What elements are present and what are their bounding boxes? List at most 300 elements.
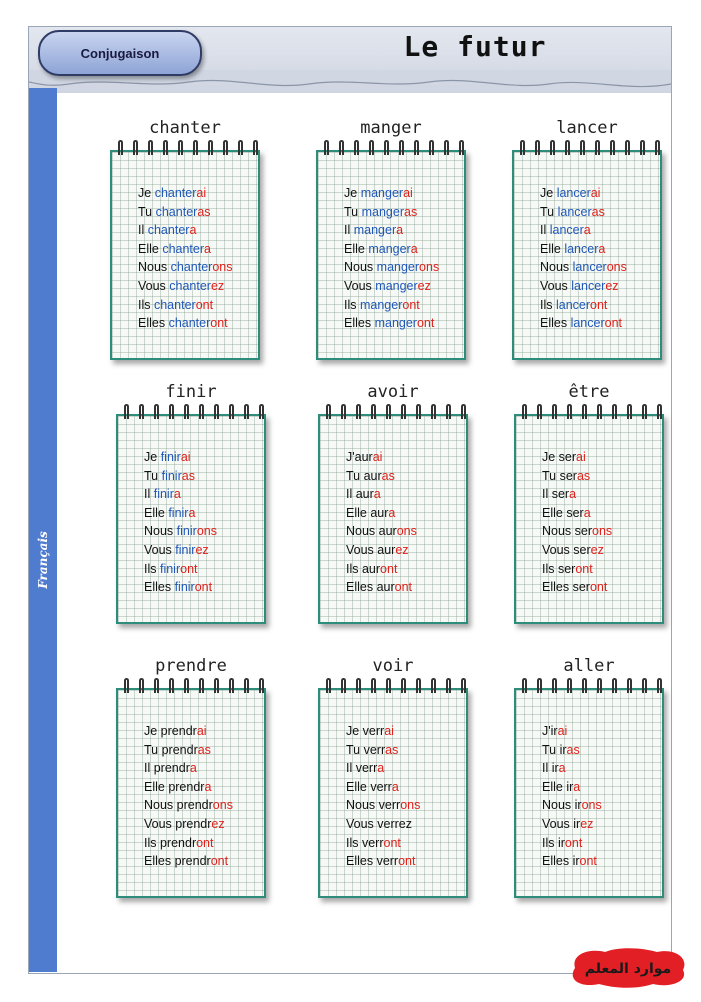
conjugation-line: [144, 560, 294, 579]
conjugation-line: [346, 722, 496, 741]
verb-ending: a: [573, 779, 581, 794]
conjugation-list: [346, 722, 496, 871]
verb-ending: ai: [180, 450, 191, 464]
conjugation-line: [540, 314, 690, 333]
spiral-ring-icon: [429, 140, 434, 155]
verb-card: [316, 118, 496, 368]
page-title: Le futur: [403, 30, 547, 63]
conjugation-line: [346, 852, 496, 871]
conjugation-line: [346, 796, 496, 815]
conjugation-list: [542, 448, 692, 597]
pronoun-text: Il ser: [542, 487, 570, 502]
conjugation-line: [542, 834, 692, 853]
verb-ending: a: [204, 241, 211, 256]
pronoun-text: Elles verr: [346, 854, 399, 869]
spiral-ring-icon: [208, 140, 213, 155]
pronoun-text: Ils ir: [542, 835, 565, 850]
spiral-ring-icon: [401, 404, 406, 419]
conjugation-line: [138, 240, 288, 259]
verb-ending: as: [591, 204, 605, 219]
spiral-ring-icon: [642, 404, 647, 419]
spiral-ring-icon: [199, 678, 204, 693]
verb-ending: a: [396, 223, 404, 238]
pronoun-text: Tu: [138, 204, 156, 219]
pronoun-text: Vous: [144, 542, 176, 557]
conjugation-line: [542, 759, 692, 778]
verb-heading: être: [568, 382, 610, 402]
spiral-ring-icon: [326, 404, 331, 419]
spiral-ring-icon: [386, 404, 391, 419]
spiral-ring-icon: [567, 678, 572, 693]
conjugation-line: [542, 722, 692, 741]
verb-ending: a: [558, 761, 566, 776]
verb-ending: ons: [592, 524, 613, 539]
conjugation-line: [346, 522, 496, 541]
conjugation-line: [540, 296, 690, 315]
spiral-ring-icon: [324, 140, 329, 155]
pronoun-text: Vous verrez: [346, 816, 413, 831]
conjugation-line: [346, 448, 496, 467]
verb-ending: ont: [589, 580, 608, 595]
conjugation-line: [540, 203, 690, 222]
spiral-ring-icon: [154, 678, 159, 693]
conjugation-line: [542, 485, 692, 504]
pronoun-text: Elle: [540, 241, 565, 256]
spiral-ring-icon: [612, 404, 617, 419]
verb-stem: lancer: [556, 186, 591, 200]
spiral-ring-icon: [522, 404, 527, 419]
pronoun-text: Ils: [344, 297, 360, 312]
spiral-ring-icon: [459, 140, 464, 155]
verb-ending: ez: [211, 816, 225, 831]
verb-ending: ai: [384, 724, 394, 738]
verb-card: [110, 118, 290, 368]
pronoun-text: Nous: [540, 260, 573, 275]
verb-card: [512, 118, 692, 368]
pronoun-text: Tu: [344, 204, 362, 219]
pronoun-text: Vous ir: [542, 816, 581, 831]
verb-ending: ons: [212, 260, 233, 275]
verb-stem: chanter: [170, 260, 213, 275]
verb-ending: ont: [575, 561, 593, 576]
spiral-ring-icon: [580, 140, 585, 155]
verb-stem: chanter: [169, 278, 211, 293]
pronoun-text: Elle ir: [542, 779, 574, 794]
verb-ending: a: [583, 505, 591, 520]
spiral-ring-icon: [431, 404, 436, 419]
conjugation-list: [346, 448, 496, 597]
spiral-ring-icon: [537, 678, 542, 693]
verb-ending: as: [197, 204, 211, 219]
verb-ending: as: [385, 742, 399, 757]
spiral-rings: [124, 404, 264, 424]
verb-ending: ez: [417, 278, 431, 293]
conjugation-line: [540, 221, 690, 240]
conjugation-list: [138, 184, 288, 333]
conjugation-line: [144, 522, 294, 541]
pronoun-text: Nous prendr: [144, 798, 213, 813]
spiral-ring-icon: [610, 140, 615, 155]
verb-ending: ont: [194, 580, 213, 595]
conjugation-line: [344, 203, 494, 222]
pronoun-text: Elle prendr: [144, 779, 205, 794]
pronoun-text: Nous: [344, 260, 377, 275]
conjugation-line: [344, 240, 494, 259]
spiral-ring-icon: [253, 140, 258, 155]
verb-stem: finir: [153, 487, 174, 502]
pronoun-text: Je: [540, 186, 557, 200]
conjugation-line: [542, 448, 692, 467]
conjugation-line: [144, 815, 294, 834]
spiral-ring-icon: [537, 404, 542, 419]
spiral-ring-icon: [655, 140, 660, 155]
verb-heading: prendre: [155, 656, 227, 676]
spiral-ring-icon: [461, 404, 466, 419]
pronoun-text: Vous: [344, 278, 376, 293]
spiral-ring-icon: [163, 140, 168, 155]
verb-ending: a: [173, 487, 181, 502]
verb-ending: as: [181, 468, 195, 483]
conjugation-line: [144, 852, 294, 871]
spiral-ring-icon: [354, 140, 359, 155]
verb-stem: lancer: [557, 204, 592, 219]
spiral-rings: [520, 140, 660, 160]
verb-stem: manger: [361, 204, 404, 219]
conjugation-line: [346, 815, 496, 834]
verb-ending: ai: [403, 186, 413, 200]
conjugation-line: [344, 258, 494, 277]
verb-ending: a: [569, 487, 577, 502]
spiral-ring-icon: [461, 678, 466, 693]
spiral-ring-icon: [259, 404, 264, 419]
conjugation-line: [144, 448, 294, 467]
pronoun-text: Il aur: [346, 487, 374, 502]
conjugation-line: [138, 277, 288, 296]
conjugation-line: [138, 184, 288, 203]
verb-heading: aller: [563, 656, 615, 676]
spiral-rings: [124, 678, 264, 698]
verb-stem: manger: [374, 316, 417, 331]
spiral-ring-icon: [124, 404, 129, 419]
spiral-ring-icon: [416, 404, 421, 419]
sidebar-label: Français: [36, 531, 50, 589]
conjugation-line: [144, 485, 294, 504]
pronoun-text: Elles aur: [346, 580, 395, 595]
pronoun-text: Elle: [138, 241, 163, 256]
verb-ending: ez: [395, 542, 409, 557]
verb-ending: ont: [380, 561, 398, 576]
pronoun-text: Ils aur: [346, 561, 381, 576]
conjugation-line: [542, 815, 692, 834]
spiral-ring-icon: [582, 678, 587, 693]
verb-stem: lancer: [570, 316, 605, 331]
spiral-ring-icon: [214, 404, 219, 419]
spiral-ring-icon: [595, 140, 600, 155]
verb-ending: a: [189, 223, 197, 238]
conjugation-line: [144, 541, 294, 560]
pronoun-text: Nous ser: [542, 524, 593, 539]
verb-heading: finir: [165, 382, 217, 402]
spiral-ring-icon: [565, 140, 570, 155]
pronoun-text: Je ser: [542, 450, 577, 464]
verb-stem: lancer: [549, 223, 584, 238]
pronoun-text: Elles ser: [542, 580, 590, 595]
spiral-rings: [522, 404, 662, 424]
verb-stem: finir: [174, 580, 195, 595]
spiral-ring-icon: [597, 678, 602, 693]
pronoun-text: Vous: [138, 278, 170, 293]
verb-stem: manger: [376, 260, 420, 275]
verb-stem: finir: [175, 542, 196, 557]
verb-card: [514, 382, 694, 632]
conjugation-line: [542, 778, 692, 797]
verb-ending: as: [197, 742, 211, 757]
verb-ending: ont: [402, 297, 420, 312]
verb-ending: ont: [210, 316, 228, 331]
conjugation-line: [344, 296, 494, 315]
verb-stem: finir: [161, 468, 182, 483]
spiral-ring-icon: [341, 678, 346, 693]
pronoun-text: Nous verr: [346, 798, 401, 813]
pronoun-text: Vous prendr: [144, 816, 212, 831]
pronoun-text: Elle aur: [346, 505, 389, 520]
verb-ending: as: [566, 742, 580, 757]
spiral-ring-icon: [414, 140, 419, 155]
conjugation-line: [542, 467, 692, 486]
conjugation-line: [542, 796, 692, 815]
spiral-ring-icon: [199, 404, 204, 419]
verb-card: [318, 656, 498, 906]
conjugation-line: [144, 467, 294, 486]
spiral-ring-icon: [522, 678, 527, 693]
conjugation-line: [346, 834, 496, 853]
pronoun-text: Nous ir: [542, 798, 582, 813]
verb-ending: a: [188, 505, 196, 520]
spiral-ring-icon: [384, 140, 389, 155]
spiral-ring-icon: [339, 140, 344, 155]
verb-ending: ons: [581, 798, 602, 813]
pronoun-text: Vous aur: [346, 542, 396, 557]
pronoun-text: Ils verr: [346, 835, 384, 850]
conjugation-line: [144, 759, 294, 778]
spiral-ring-icon: [356, 404, 361, 419]
pronoun-text: Il: [138, 223, 148, 238]
verb-ending: ont: [590, 297, 608, 312]
pronoun-text: Elles prendr: [144, 854, 211, 869]
verb-stem: manger: [359, 297, 403, 312]
pronoun-text: Je: [344, 186, 361, 200]
spiral-ring-icon: [612, 678, 617, 693]
verb-card: [116, 656, 296, 906]
spiral-ring-icon: [550, 140, 555, 155]
conjugation-line: [138, 258, 288, 277]
spiral-ring-icon: [214, 678, 219, 693]
conjugation-line: [346, 560, 496, 579]
verb-ending: ai: [196, 724, 207, 738]
conjugation-line: [344, 221, 494, 240]
conjugation-line: [542, 522, 692, 541]
verb-stem: chanter: [162, 241, 205, 256]
spiral-ring-icon: [229, 678, 234, 693]
pronoun-text: Il ir: [542, 761, 559, 776]
conjugation-line: [346, 578, 496, 597]
conjugation-line: [346, 778, 496, 797]
pronoun-text: Nous aur: [346, 524, 397, 539]
conjugaison-tag-button[interactable]: Conjugaison: [38, 30, 202, 76]
spiral-ring-icon: [597, 404, 602, 419]
pronoun-text: Tu prendr: [144, 742, 198, 757]
verb-ending: ai: [576, 450, 586, 464]
spiral-ring-icon: [431, 678, 436, 693]
pronoun-text: Tu aur: [346, 468, 382, 483]
verb-ending: ont: [564, 835, 583, 850]
verb-ending: ont: [180, 561, 198, 576]
verb-ending: ez: [195, 542, 209, 557]
spiral-ring-icon: [552, 678, 557, 693]
conjugation-line: [138, 296, 288, 315]
verb-stem: manger: [360, 186, 404, 200]
conjugation-line: [144, 504, 294, 523]
conjugation-line: [344, 314, 494, 333]
verb-ending: a: [583, 223, 591, 238]
conjugation-line: [346, 504, 496, 523]
verb-stem: chanter: [147, 223, 190, 238]
conjugation-line: [540, 240, 690, 259]
verb-ending: ont: [394, 580, 413, 595]
spiral-ring-icon: [118, 140, 123, 155]
conjugation-line: [138, 203, 288, 222]
pronoun-text: Nous: [144, 524, 177, 539]
pronoun-text: Il: [540, 223, 550, 238]
svg-text:موارد المعلم: موارد المعلم: [584, 961, 672, 977]
pronoun-text: Il: [144, 487, 154, 502]
conjugation-line: [138, 314, 288, 333]
verb-ending: a: [204, 779, 212, 794]
spiral-ring-icon: [444, 140, 449, 155]
spiral-ring-icon: [627, 404, 632, 419]
verb-ending: ont: [195, 297, 214, 312]
pronoun-text: Tu ir: [542, 742, 567, 757]
verb-card: [318, 382, 498, 632]
spiral-rings: [326, 404, 466, 424]
verb-ending: ons: [396, 524, 417, 539]
spiral-ring-icon: [657, 678, 662, 693]
spiral-ring-icon: [446, 404, 451, 419]
conjugation-line: [346, 541, 496, 560]
spiral-rings: [118, 140, 258, 160]
verb-ending: a: [598, 241, 606, 256]
spiral-ring-icon: [178, 140, 183, 155]
spiral-ring-icon: [640, 140, 645, 155]
conjugation-line: [542, 560, 692, 579]
conjugation-line: [542, 504, 692, 523]
conjugation-line: [144, 741, 294, 760]
pronoun-text: Elle verr: [346, 779, 392, 794]
spiral-ring-icon: [642, 678, 647, 693]
verb-stem: manger: [368, 241, 411, 256]
verb-ending: ont: [604, 316, 623, 331]
pronoun-text: Elles: [540, 316, 571, 331]
spiral-ring-icon: [446, 678, 451, 693]
spiral-ring-icon: [401, 678, 406, 693]
spiral-rings: [324, 140, 464, 160]
conjugation-list: [144, 448, 294, 597]
verb-card: [514, 656, 694, 906]
verb-heading: avoir: [367, 382, 419, 402]
pronoun-text: Je prendr: [144, 724, 197, 738]
verb-stem: chanter: [155, 204, 198, 219]
pronoun-text: Tu: [540, 204, 558, 219]
spiral-ring-icon: [124, 678, 129, 693]
spiral-ring-icon: [229, 404, 234, 419]
conjugation-line: [144, 778, 294, 797]
conjugation-line: [346, 485, 496, 504]
verb-card: [116, 382, 296, 632]
verb-ending: ons: [400, 798, 421, 813]
spiral-rings: [326, 678, 466, 698]
conjugation-line: [542, 741, 692, 760]
pronoun-text: J'aur: [346, 450, 373, 464]
pronoun-text: Elle: [344, 241, 369, 256]
conjugation-line: [540, 258, 690, 277]
spiral-ring-icon: [139, 678, 144, 693]
spiral-ring-icon: [259, 678, 264, 693]
verb-ending: ons: [419, 260, 440, 275]
spiral-ring-icon: [139, 404, 144, 419]
conjugation-line: [542, 541, 692, 560]
verb-ending: ai: [196, 186, 207, 200]
conjugation-line: [346, 741, 496, 760]
verb-ending: as: [576, 468, 591, 483]
pronoun-text: Il: [344, 223, 354, 238]
spiral-ring-icon: [356, 678, 361, 693]
verb-ending: ez: [580, 816, 594, 831]
verb-ending: ont: [383, 835, 401, 850]
spiral-ring-icon: [154, 404, 159, 419]
conjugation-line: [542, 852, 692, 871]
pronoun-text: Tu verr: [346, 742, 386, 757]
verb-ending: ez: [210, 278, 225, 293]
pronoun-text: Tu ser: [542, 468, 577, 483]
conjugation-line: [346, 759, 496, 778]
verb-stem: lancer: [564, 241, 599, 256]
verb-stem: chanter: [168, 316, 211, 331]
verb-ending: a: [189, 761, 197, 776]
conjugation-line: [344, 277, 494, 296]
verb-stem: finir: [168, 505, 189, 520]
pronoun-text: Ils prendr: [144, 835, 197, 850]
verb-stem: lancer: [571, 278, 606, 293]
verb-ending: a: [373, 487, 381, 502]
spiral-ring-icon: [552, 404, 557, 419]
pronoun-text: Je verr: [346, 724, 385, 738]
spiral-ring-icon: [369, 140, 374, 155]
conjugation-list: [542, 722, 692, 871]
conjugation-line: [144, 578, 294, 597]
verb-ending: as: [404, 204, 418, 219]
verb-ending: a: [388, 505, 396, 520]
verb-ending: as: [381, 468, 395, 483]
conjugation-line: [540, 184, 690, 203]
pronoun-text: Vous ser: [542, 542, 591, 557]
pronoun-text: Vous: [540, 278, 572, 293]
spiral-ring-icon: [184, 404, 189, 419]
spiral-ring-icon: [193, 140, 198, 155]
verb-ending: ont: [579, 854, 597, 869]
pronoun-text: Je: [138, 186, 155, 200]
pronoun-text: Il prendr: [144, 761, 190, 776]
pronoun-text: Elles ir: [542, 854, 580, 869]
